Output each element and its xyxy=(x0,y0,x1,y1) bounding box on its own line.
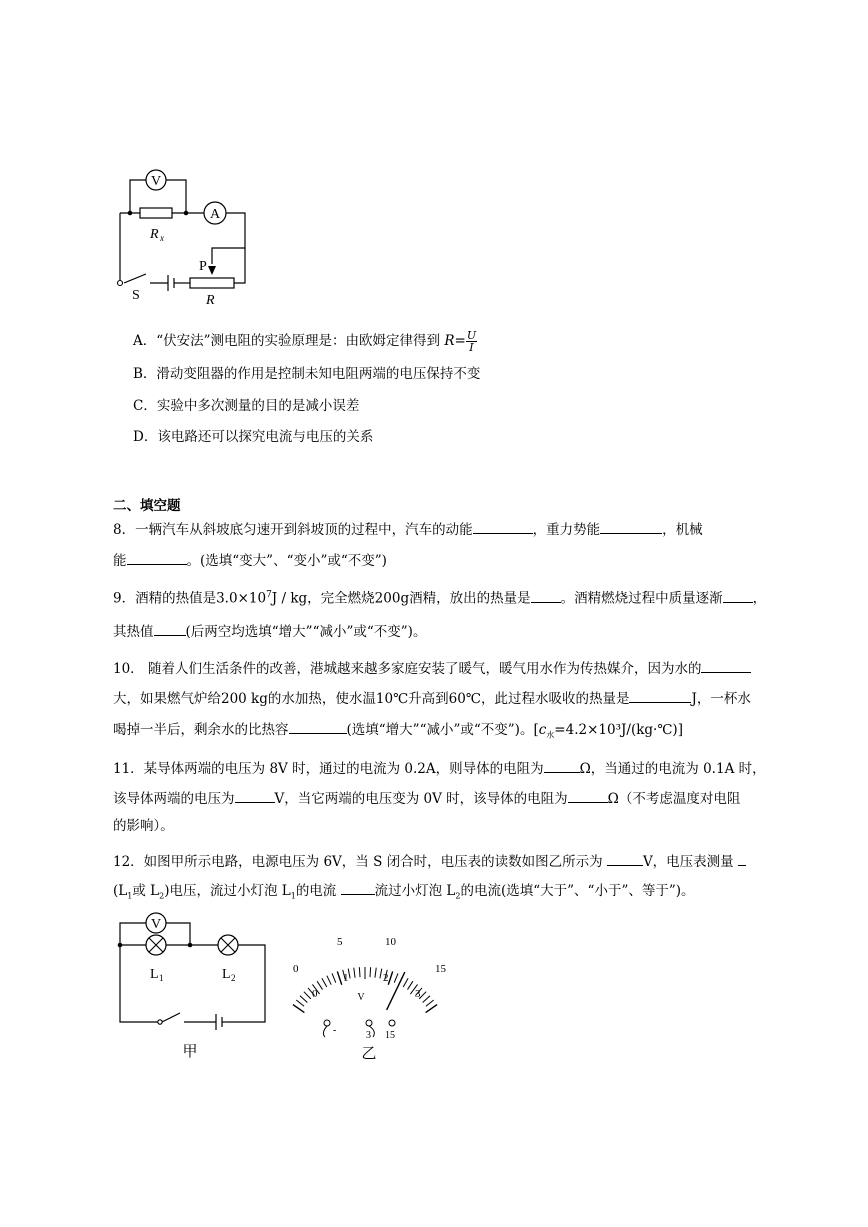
lamp-l1-symbol xyxy=(146,935,166,955)
answer-blank[interactable] xyxy=(473,519,533,534)
q11-line2: 该导体两端的电压为 V，当它两端的电压变为 0V 时，该导体的电阻为 Ω（不考虑温度对电阻 xyxy=(113,788,740,809)
dial-tick-mark xyxy=(403,978,408,987)
q8-line2: 能 。(选填“变大”、“变小”或“不变”) xyxy=(113,550,387,571)
answer-blank[interactable] xyxy=(607,851,643,866)
dial-bottom-tick: 1 xyxy=(343,972,349,984)
figure-caption-yi: 乙 xyxy=(361,1046,377,1062)
lamp-l2-symbol xyxy=(218,935,238,955)
dial-tick-mark xyxy=(359,967,360,977)
voltmeter-label: V xyxy=(150,917,162,932)
q8-line1: 8．一辆汽车从斜坡底匀速开到斜坡顶的过程中，汽车的动能 ，重力势能 ，机械 xyxy=(113,519,703,540)
dial-tick-mark xyxy=(423,996,430,1003)
lamp-l1-sub: 1 xyxy=(159,973,164,983)
lamp-l2-label: L xyxy=(222,967,231,982)
lamp-l1-label: L xyxy=(150,967,159,982)
answer-blank[interactable] xyxy=(154,621,186,636)
option-c: C．实验中多次测量的目的是减小误差 xyxy=(133,398,360,414)
answer-blank[interactable] xyxy=(723,588,753,603)
terminal-label: - xyxy=(333,1025,337,1036)
dial-tick-mark xyxy=(375,968,376,978)
slider-label: P xyxy=(199,259,207,274)
dial-tick-mark xyxy=(300,996,307,1003)
dial-tick-mark xyxy=(322,978,327,987)
circuit-diagram-1 xyxy=(110,160,260,310)
answer-blank[interactable] xyxy=(289,719,347,734)
dial-tick-mark xyxy=(296,1000,304,1006)
q10-line1: 10． 随着人们生活条件的改善，港城越来越多家庭安装了暖气，暖气用水作为传热媒介，因为水的 xyxy=(113,658,751,679)
lamp-l2-sub: 2 xyxy=(231,973,236,983)
option-b: B．滑动变阻器的作用是控制未知电阻两端的电压保持不变 xyxy=(133,366,481,382)
answer-blank[interactable] xyxy=(531,588,561,603)
dial-tick-mark xyxy=(380,969,382,979)
dial-tick-mark xyxy=(304,992,311,999)
dial-top-tick: 10 xyxy=(385,936,396,948)
dial-bottom-tick: 3 xyxy=(415,988,421,1000)
switch-label: S xyxy=(132,288,140,303)
circuit-diagram-2 xyxy=(110,905,280,1065)
terminal-label: 3 xyxy=(366,1030,371,1041)
dial-tick-mark xyxy=(317,981,322,989)
ammeter-label: A xyxy=(209,207,221,222)
answer-blank[interactable] xyxy=(701,658,751,673)
q11-line1: 11．某导体两端的电压为 8V 时，通过的电流为 0.2A，则导体的电阻为 Ω，当通过的电流为 0.1A 时， xyxy=(113,758,766,779)
q12-line2: ($L_1$或 $L_2$)电压，流过小灯泡 $L_1$的电流 流过小灯泡 $L_2$的电流(选填“大于”、“小于”、等于”)。 xyxy=(113,880,695,907)
terminal-label: 15 xyxy=(385,1030,395,1041)
dial-tick-mark xyxy=(332,973,336,982)
answer-blank[interactable] xyxy=(600,519,662,534)
dial-tick-mark xyxy=(407,981,412,989)
answer-blank[interactable] xyxy=(568,788,608,803)
dial-tick-mark xyxy=(394,973,398,982)
option-d: D．该电路还可以探究电流与电压的关系 xyxy=(133,429,374,445)
rheostat-label: R xyxy=(206,293,215,308)
q10-line3: 喝掉一半后，剩余水的比热容 (选填“增大”“减小”或“不变”)。$[c_水=4.2\times 10^3J/(kg\cdot℃)]$ xyxy=(113,719,683,746)
answer-blank[interactable] xyxy=(341,880,375,895)
voltmeter-label: V xyxy=(150,174,162,189)
dial-tick-mark xyxy=(388,971,392,984)
dial-bottom-tick: 2 xyxy=(383,972,389,984)
dial-top-tick: 15 xyxy=(435,963,446,975)
q11-line3: 的影响）。 xyxy=(113,818,174,834)
dial-top-tick: 0 xyxy=(293,963,299,975)
answer-blank[interactable] xyxy=(235,788,275,803)
dial-bottom-tick: 0 xyxy=(312,988,318,1000)
dial-top-tick: 5 xyxy=(337,936,343,948)
figure-caption-jia: 甲 xyxy=(182,1044,198,1060)
q10-line2: 大，如果燃气炉给200 kg的水加热，使水温10℃升高到60℃，此过程水吸收的热量是 J，一杯水 xyxy=(113,688,751,709)
dial-tick-mark xyxy=(370,967,371,977)
rx-label: R xyxy=(150,227,159,242)
answer-blank[interactable] xyxy=(544,758,580,773)
terminal-negative xyxy=(323,1020,330,1037)
dial-unit: V xyxy=(357,992,365,1003)
option-a: A．“伏安法”测电阻的实验原理是：由欧姆定律得到 R= $\frac{U}{I}$ xyxy=(133,329,477,354)
dial-tick-mark xyxy=(337,971,341,984)
dial-tick-mark xyxy=(327,976,331,985)
q9-line2: 其热值 (后两空均选填“增大”“减小”或“不变”)。 xyxy=(113,621,426,642)
dial-tick-mark xyxy=(426,1000,434,1006)
q9-line1: 9．酒精的热值是$3.0\times 10^7J$ / kg，完全燃烧200g酒精，放出的热量是 。酒精燃烧过程中质量逐渐 ， xyxy=(113,585,766,609)
specific-heat-formula: $[c_水=4.2\times 10^3J/(kg\cdot℃)]$ xyxy=(533,722,683,740)
terminal-15v xyxy=(389,1020,395,1026)
voltmeter-dial xyxy=(285,925,455,1065)
section-title: 二、填空题 xyxy=(113,498,181,514)
dial-tick-mark xyxy=(354,968,355,978)
answer-blank[interactable] xyxy=(738,851,746,866)
answer-blank[interactable] xyxy=(629,688,691,703)
answer-blank[interactable] xyxy=(127,550,187,565)
rx-sub: x xyxy=(160,233,164,243)
q12-line1: 12．如图甲所示电路，电源电压为 6V，当 S 闭合时，电压表的读数如图乙所示为 V，电压表测量 xyxy=(113,851,746,872)
